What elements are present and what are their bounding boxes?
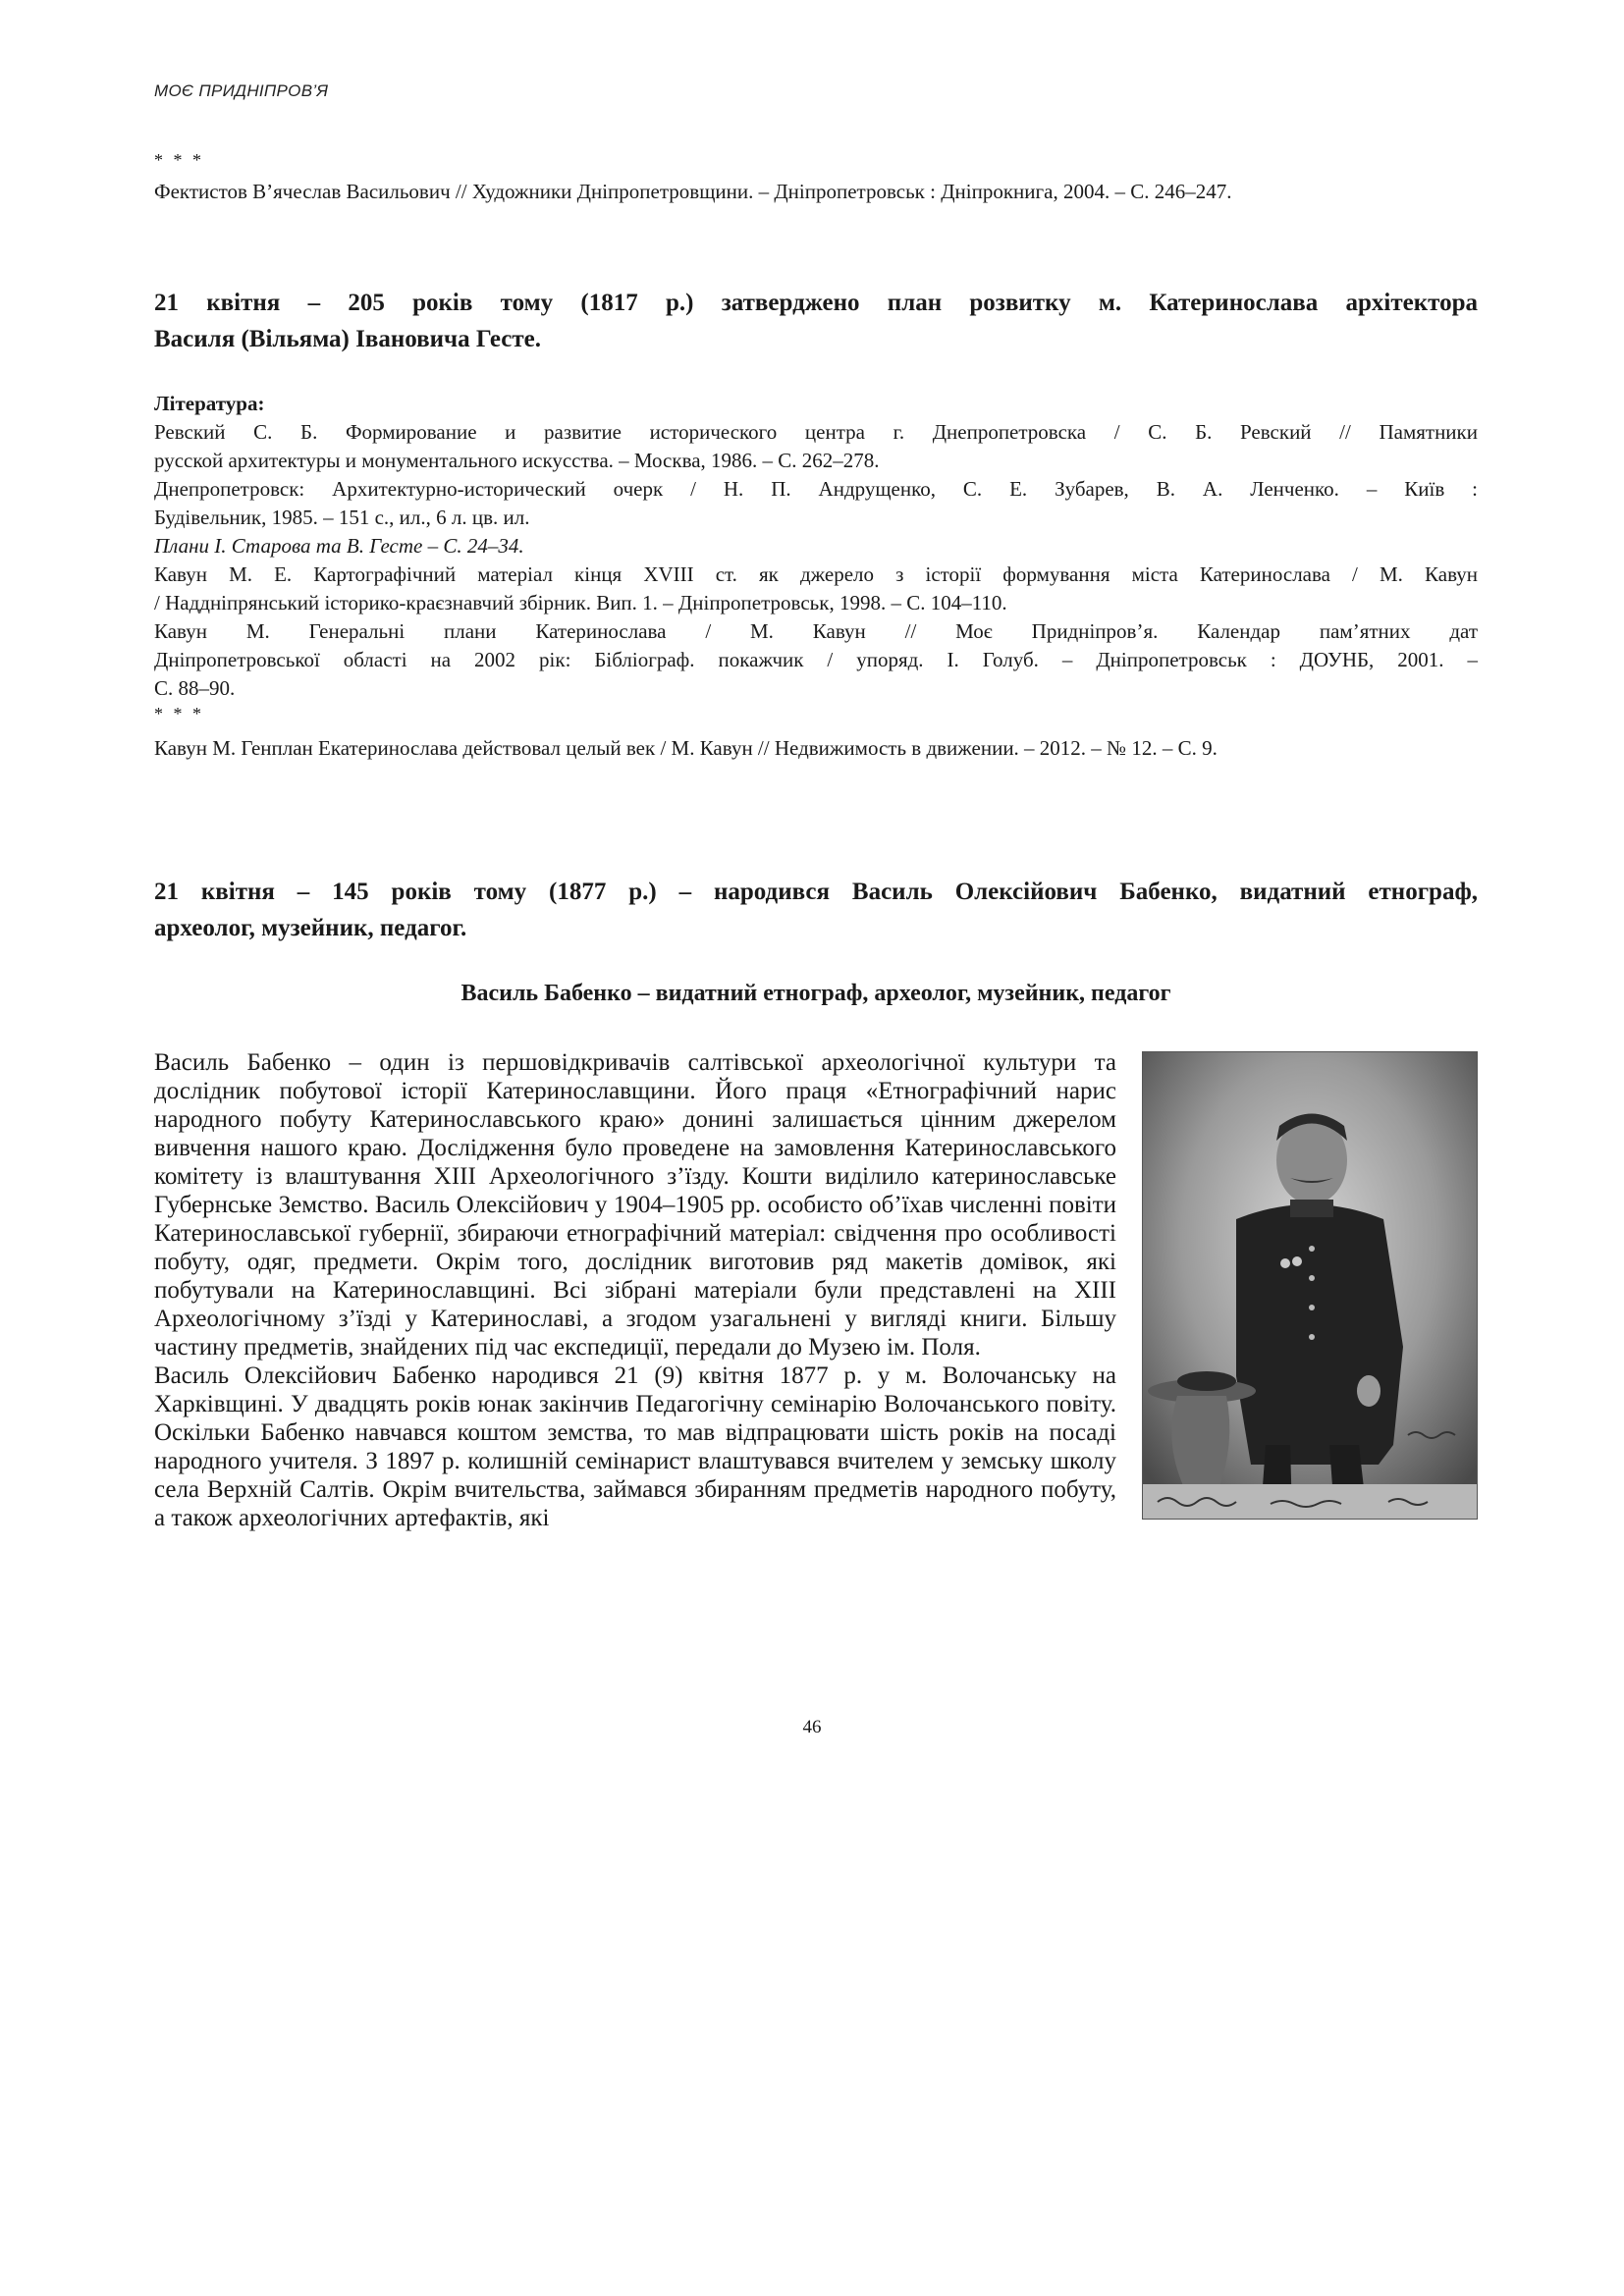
portrait-photo <box>1142 1051 1478 1520</box>
bibliography-entry: Дніпропетровської області на 2002 рік: Бібліограф. покажчик / упоряд. І. Голуб. – Дніпропетровськ : ДОУНБ, 2001. – <box>154 648 1478 671</box>
bibliography-entry: русской архитектуры и монументального искусства. – Москва, 1986. – С. 262–278. <box>154 449 880 472</box>
bibliography-entry: / Наддніпрянський історико-краєзнавчий збірник. Вип. 1. – Дніпропетровськ, 1998. – С. 104–110. <box>154 591 1007 614</box>
date-heading: 21 квітня – 205 років тому (1817 р.) затверджено план розвитку м. Катеринослава архітектора <box>154 290 1478 316</box>
separator: * * * <box>154 150 204 170</box>
running-header: МОЄ ПРИДНІПРОВ’Я <box>154 81 329 100</box>
bibliography-entry: Кавун М. Е. Картографічний матеріал кінця XVIII ст. як джерело з історії формування міста Катеринослава / М. Кавун <box>154 562 1478 586</box>
literature-label: Література: <box>154 392 265 415</box>
article-title: Василь Бабенко – видатний етнограф, археолог, музейник, педагог <box>460 981 1171 1006</box>
portrait-illustration <box>1143 1052 1477 1519</box>
bibliography-entry: Плани І. Старова та В. Гесте – С. 24–34. <box>154 534 524 558</box>
article-body <box>154 1048 1478 1532</box>
section-artist-reference <box>154 149 1478 206</box>
bibliography-entry: Днепропетровск: Архитектурно-исторический очерк / Н. П. Андрущенко, С. Е. Зубарев, В. А. Ленченко. – Київ : <box>154 477 1478 501</box>
bibliography-entry: Кавун М. Генплан Екатеринослава действовал целый век / М. Кавун // Недвижимость в движении. – 2012. – № 12. – С. 9. <box>154 736 1218 760</box>
bibliography-entry: Кавун М. Генеральні плани Катеринослава / М. Кавун // Моє Придніпров’я. Календар пам’ятних дат <box>154 619 1478 643</box>
date-heading: 21 квітня – 145 років тому (1877 р.) – народився Василь Олексійович Бабенко, видатний етнограф, <box>154 879 1478 905</box>
article-paragraph: Василь Олексійович Бабенко народився 21 (9) квітня 1877 р. у м. Волочанську на Харківщині. У двадцять років юнак закінчив Педагогічну семінарію Волочанського повіту. Оскільки Бабенко навчався коштом земства, то мав відпрацювати шість років на посаді народного учителя. З 1897 р. колишній семінарист влаштувався вчителем у земську школу села Верхній Салтів. Окрім вчительства, займався збиранням предметів народного побуту, а також археологічних артефактів, які <box>154 1362 1116 1531</box>
page-number: 46 <box>802 1717 822 1737</box>
section-babenko <box>154 874 1478 946</box>
bibliography-entry: Будівельник, 1985. – 151 с., ил., 6 л. цв. ил. <box>154 506 530 529</box>
bibliography-entry: С. 88–90. <box>154 676 236 700</box>
date-heading-continued: Василя (Вільяма) Івановича Гесте. <box>154 326 542 352</box>
separator: * * * <box>154 704 204 723</box>
bibliography-entry: Ревский С. Б. Формирование и развитие исторического центра г. Днепропетровска / С. Б. Ревский // Памятники <box>154 420 1478 444</box>
literature-list <box>154 390 1478 763</box>
section-city-plan <box>154 285 1478 763</box>
date-heading-continued: археолог, музейник, педагог. <box>154 915 467 941</box>
article-paragraph: Василь Бабенко – один із першовідкривачів салтівської археологічної культури та дослідник побутової історії Катеринославщини. Його праця «Етнографічний нарис народного побуту Катеринославського краю» донині залишається цінним джерелом вивчення нашого краю. Дослідження було проведене на замовлення Катеринославського комітету із влаштування XIII Археологічного з’їзду. Кошти виділило катеринославське Губернське Земство. Василь Олексійович у 1904–1905 рр. особисто об’їхав численні повіти Катеринославської губернії, збираючи етнографічний матеріал: свідчення про особливості побуту, одяг, предмети. Окрім того, дослідник виготовив ряд макетів домівок, які побутували на Катеринославщині. Всі зібрані матеріали були представлені на XIII Археологічному з’їзді у Катеринославі, а згодом узагальнені у вигляді книги. Більшу частину предметів, знайдених під час експедиції, передали до Музею ім. Поля. <box>154 1049 1116 1361</box>
bibliography-entry: Фектистов В’ячеслав Васильович // Художники Дніпропетровщини. – Дніпропетровськ : Дніпрокнига, 2004. – С. 246–247. <box>154 180 1232 203</box>
